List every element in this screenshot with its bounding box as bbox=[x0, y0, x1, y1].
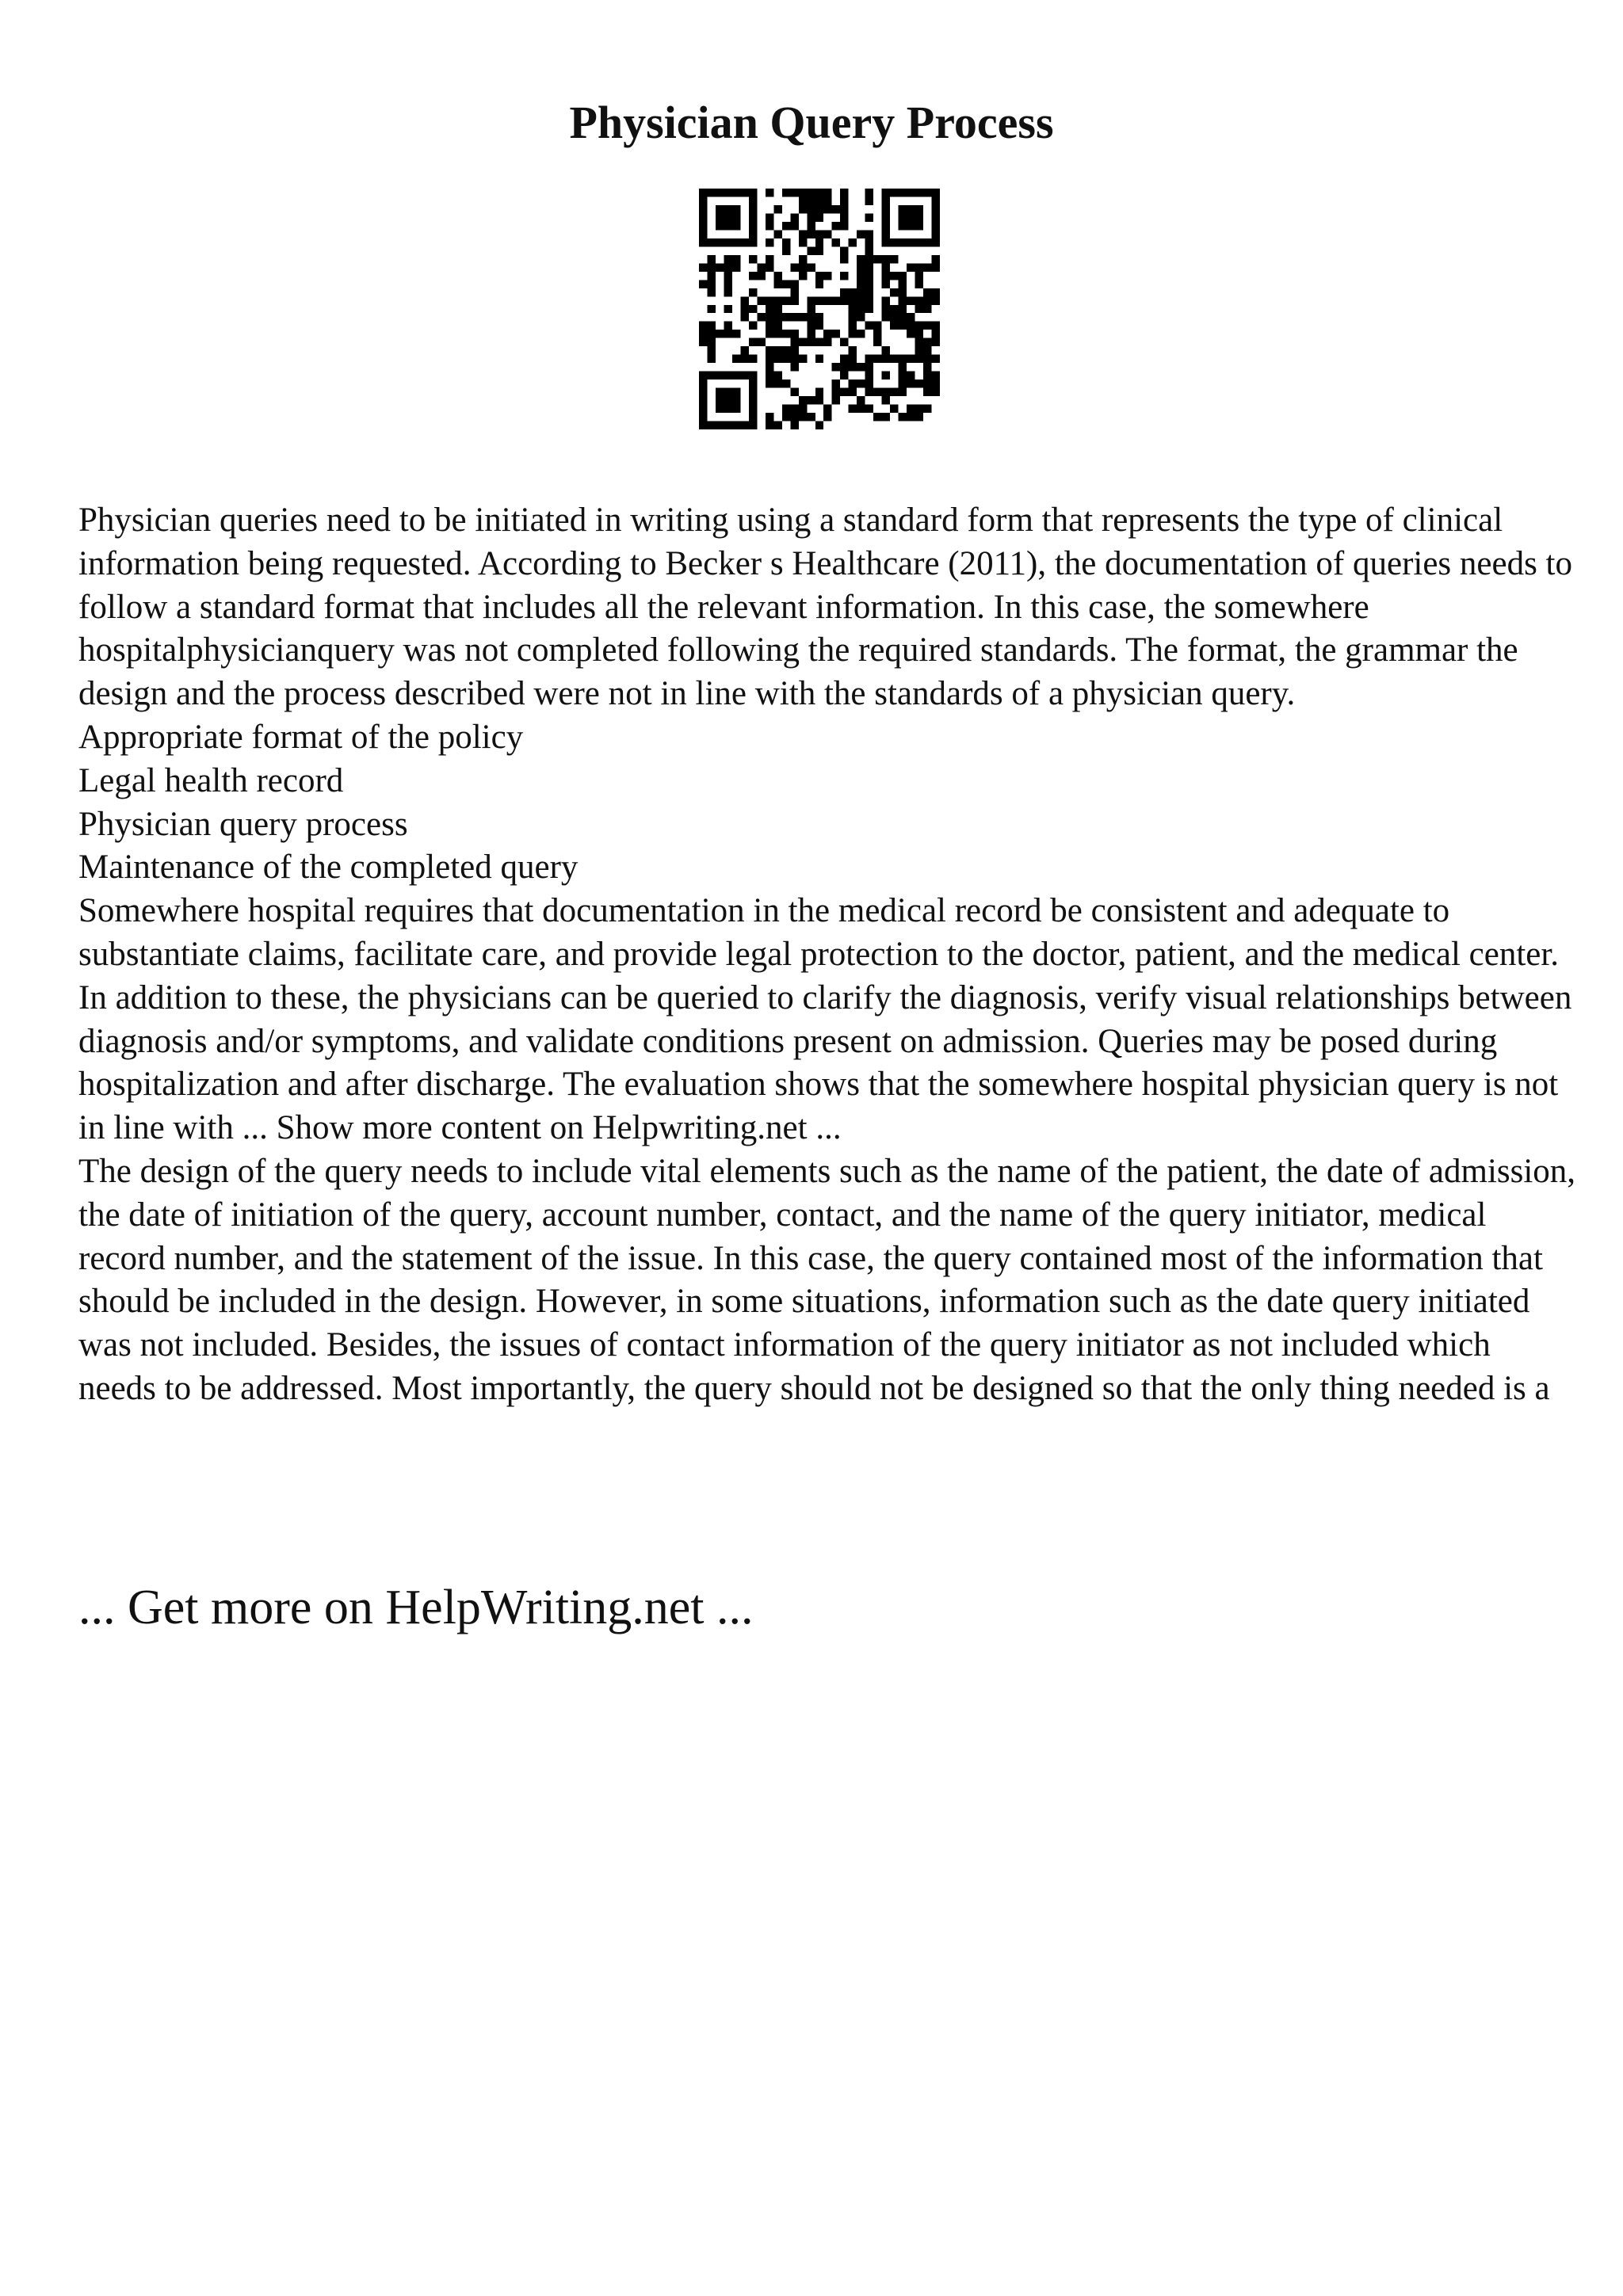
list-item-format: Appropriate format of the policy bbox=[78, 718, 524, 756]
paragraph-requirements: Somewhere hospital requires that documentation in the medical record be consistent and adequate to substantiate claims, facilitate care, and provide legal protection to the doctor, patient, and the medical center. In addition to these, the physicians can be queried to clarify the diagnosis, verify visual relationships between diagnosis and/or symptoms, and validate conditions present on admission. Queries may be posed during hospitalization and after discharge. The evaluation shows that the somewhere hospital physician query is not in line with ... Show more content on Helpwriting.net ... bbox=[78, 892, 1572, 1147]
page-title: Physician Query Process bbox=[569, 97, 1054, 148]
paragraph-design: The design of the query needs to include vital elements such as the name of the patient, the date of admission, the date of initiation of the query, account number, contact, and the name of the query initiator, medical record number, and the statement of the issue. In this case, the query contained most of the information that should be included in the design. However, in some situations, information such as the date query initiated was not included. Besides, the issues of contact information of the query initiator as not included which needs to be addressed. Most importantly, the query should not be designed so that the only thing needed is a bbox=[78, 1152, 1576, 1407]
list-item-query-process: Physician query process bbox=[78, 805, 408, 843]
get-more-link[interactable]: ... Get more on HelpWriting.net ... bbox=[78, 1581, 754, 1634]
qr-code-icon bbox=[699, 189, 940, 429]
paragraph-intro: Physician queries need to be initiated in writing using a standard form that represents the type of clinical information being requested. According to Becker s Healthcare (2011), the documentation of queries needs to follow a standard format that includes all the relevant information. In this case, the somewhere hospitalphysicianquery was not completed following the required standards. The format, the grammar the design and the process described were not in line with the standards of a physician query. bbox=[78, 502, 1573, 713]
body-text bbox=[78, 499, 1576, 1411]
list-item-legal-record: Legal health record bbox=[78, 761, 344, 799]
list-item-maintenance: Maintenance of the completed query bbox=[78, 849, 579, 887]
